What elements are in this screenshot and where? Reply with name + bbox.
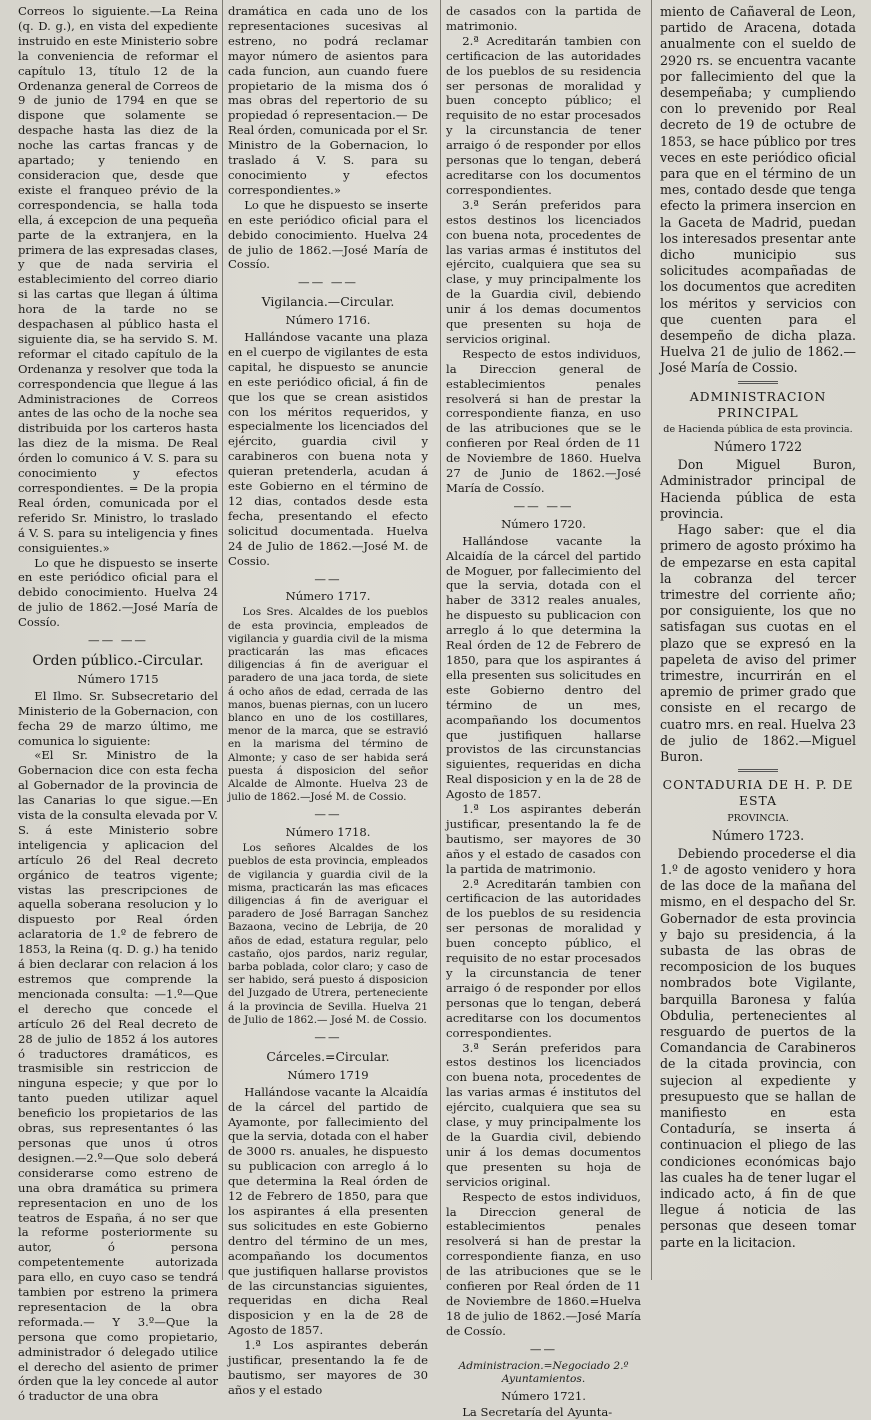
paragraph: Don Miguel Buron, Administrador principal de Hacienda pública de esta provincia. <box>660 457 856 521</box>
separator: —— <box>314 807 342 822</box>
section-heading: Orden público.-Circular. <box>32 652 204 669</box>
separator: —— <box>314 1030 342 1045</box>
section-heading: Cárceles.=Circular. <box>266 1048 390 1064</box>
paragraph: Hallándose vacante una plaza en el cuerpo de vigilantes de esta capital, he dispuesto se anuncie en este periódico oficial, á fin de que los que se crean asistidos con los méritos requeridos, y especialmente los licenciados del ejército, guardia civil y carabineros con buena nota y quieran pretenderla, acudan á este Gobierno en el término de 12 dias, contados desde esta fecha, presentando el efecto solicitud documentada. Huelva 24 de Julio de 1862.—José M. de Cossio. <box>228 330 428 568</box>
notice-number: Número 1721. <box>501 1388 586 1403</box>
section-heading: ADMINISTRACION PRINCIPAL <box>689 388 827 420</box>
section-heading: CONTADURIA DE H. P. DE ESTA <box>662 777 854 809</box>
separator: —— <box>314 571 342 586</box>
separator: —— —— <box>297 275 359 290</box>
section-heading: Vigilancia.—Circular. <box>261 294 395 310</box>
paragraph: 3.ª Serán preferidos para estos destinos los licenciados con buena nota, procedentes de las varias armas é institutos del ejército, cualquiera que sea su clase, y muy principalmente los de la Guardia civil, debiendo unir á los demas documentos que presenten su hoja de servicios original. <box>446 1040 641 1189</box>
column-4 <box>660 4 856 1274</box>
paragraph: Hallándose vacante la Alcaidía de la cárcel del partido de Moguer, por fallecimiento del que la servia, dotada con el haber de 3312 reales anuales, he dispuesto su publicacion con arreglo á lo que determina la Real órden de 12 de Febrero de 1850, para que los aspirantes á ella presenten sus solicitudes en este Gobierno dentro del término de un mes, acompañando los documentos que justifiquen hallarse provistos de las circunstancias siguientes, requeridas en dicha Real disposicion y en la de 28 de Agosto de 1857. <box>446 533 641 802</box>
column-divider <box>222 0 223 1280</box>
column-2 <box>228 4 428 1397</box>
paragraph: Los Sres. Alcaldes de los pueblos de esta provincia, empleados de vigilancia y guardia civil de la misma practicarán las mas eficaces diligencias á fin de averiguar el paradero de una jaca torda, de siete á ocho años de edad, cerrada de las manos, buenas piernas, con un lucero blanco en uno de los costillares, menor de la marca, que se estravió en la marisma del término de Almonte; y caso de ser habida será puesta á disposicion del señor Alcalde de Almonte. Huelva 23 de julio de 1862.—José M. de Cossio. <box>228 606 428 804</box>
section-heading <box>446 1360 641 1386</box>
column-divider <box>651 0 652 1280</box>
paragraph: Hallándose vacante la Alcaidía de la cárcel del partido de Ayamonte, por fallecimiento del que la servia, dotada con el haber de 3000 rs. anuales, he dispuesto su publicacion con arreglo á lo que determina la Real órden de 12 de Febrero de 1850, para que los aspirantes á ella presenten sus solicitudes en este Gobierno dentro del término de un mes, acompañando los documentos que justifiquen hallarse provistos de las circunstancias siguientes, requeridas en dicha Real disposicion y en la de 28 de Agosto de 1857. <box>228 1084 428 1338</box>
paragraph: Hago saber: que el dia primero de agosto próximo ha de empezarse en esta capital la cobranza del tercer trimestre del corriente año; por consiguiente, los que no satisfagan sus cuotas en el plazo que se expresó en la papeleta de aviso del primer trimestre, incurrirán en el apremio de primer grado que consiste en el recargo de cuatro mrs. en real. Huelva 23 de julio de 1862.—Miguel Buron. <box>660 522 856 764</box>
paragraph: miento de Cañaveral de Leon, partido de Aracena, dotada anualmente con el sueldo de 2920 rs. se encuentra vacante por fallecimiento del que la desempeñaba; y cumpliendo con lo prevenido por Real decreto de 19 de octubre de 1853, se hace público por tres veces en este periódico oficial para que en el término de un mes, contado desde que tenga efecto la primera insercion en la Gaceta de Madrid, puedan los interesados presentar ante dicho municipio sus solicitudes acompañadas de los documentos que acrediten los méritos y servicios con que cuenten para el desempeño de dicha plaza. Huelva 21 de julio de 1862.—José María de Cossio. <box>660 4 856 376</box>
paragraph: Los señores Alcaldes de los pueblos de esta provincia, empleados de vigilancia y guardia civil de la misma, practicarán las mas eficaces diligencias á fin de averiguar el paradero de José Barragan Sanchez Bazaona, vecino de Lebrija, de 20 años de edad, estatura regular, pelo castaño, ojos pardos, nariz regular, barba poblada, color claro; y caso de ser habido, será puesto á disposicion del Juzgado de Utrera, perteneciente á la provincia de Sevilla. Huelva 21 de Julio de 1862.— José M. de Cossio. <box>228 842 428 1026</box>
notice-number: Número 1720. <box>501 516 586 531</box>
notice-number: Número 1717. <box>285 589 371 604</box>
paragraph: dramática en cada uno de los representaciones sucesivas al estreno, no podrá reclamar mayor número de asientos para cada funcion, aun cuando fuere propietario de la misma dos ó mas obras del repertorio de su propiedad ó representacion.— De Real órden, comunicada por el Sr. Ministro de la Gobernacion, lo traslado á V. S. para su conocimiento y efectos correspondientes.» <box>228 4 428 197</box>
paragraph: El Ilmo. Sr. Subsecretario del Ministerio de la Gobernacion, con fecha 29 de marzo último, me comunica lo siguiente: <box>18 688 218 748</box>
column-1 <box>18 4 218 1404</box>
divider <box>738 769 778 772</box>
paragraph: Lo que he dispuesto se inserte en este periódico oficial para el debido conocimiento. Huelva 24 de julio de 1862.—José María de Cossío. <box>228 197 428 272</box>
divider <box>738 381 778 384</box>
notice-number: Número 1715 <box>77 671 159 686</box>
notice-number: Número 1719 <box>287 1067 369 1082</box>
paragraph: 1.ª Los aspirantes deberán justificar, presentando la fe de bautismo, ser mayores de 30 años y el estado de casados con la partida de matrimonio. <box>446 802 641 876</box>
section-subheading: PROVINCIA. <box>727 812 789 824</box>
notice-number: Número 1716. <box>285 313 371 328</box>
paragraph: Respecto de estos individuos, la Direccion general de establecimientos penales resolverá si han de prestar la correspondiente fianza, en uso de las atribuciones que se le confieren por Real órden de 11 de Noviembre de 1860.=Huelva 18 de julio de 1862.—José María de Cossío. <box>446 1189 641 1338</box>
paragraph: Respecto de estos individuos, la Direccion general de establecimientos penales resolverá si han de prestar la correspondiente fianza, en uso de las atribuciones que se le confieren por Real órden de 11 de Noviembre de 1860. Huelva 27 de Junio de 1862.—José María de Cossío. <box>446 346 641 495</box>
paragraph: Correos lo siguiente.—La Reina (q. D. g.), en vista del expediente instruido en este Ministerio sobre la conveniencia de reformar el capítulo 13, título 12 de la Ordenanza general de Correos de 9 de junio de 1794 en que se dispone que solamente se despache hasta las diez de la noche las cartas francas y de apartado; y teniendo en consideracion que, desde que existe el franqueo prévio de la correspondencia, se halla toda ella, á excepcion de una pequeña parte de la extranjera, en la primera de las expresadas clases, y que de nada serviria el establecimiento del correo diario si las cartas que llegan á última hora de la tarde no se despachasen al público hasta el siguiente dia, se ha servido S. M. reformar el citado capítulo de la Ordenanza y resolver que toda la correspondencia que llegue á las Administraciones de Correos antes de las ocho de la noche sea distribuida por los carteros hasta las diez de la misma. De Real órden lo comunico á V. S. para su conocimiento y efectos correspondientes. = De la propia Real órden, comunicada por el referido Sr. Ministro, lo traslado á V. S. para su inteligencia y fines consiguientes.» <box>18 4 218 555</box>
notice-number: Número 1722 <box>713 439 803 455</box>
paragraph: «El Sr. Ministro de la Gobernacion dice con esta fecha al Gobernador de la provincia de las Canarias lo que sigue.—En vista de la consulta elevada por V. S. á este Ministerio sobre inteligencia y aplicacion del artículo 26 del Real decreto orgánico de teatros vigente; vistas las prescripciones de aquella soberana resolucion y lo dispuesto por Real órden aclaratoria de 1.º de febrero de 1853, la Reina (q. D. g.) ha tenido á bien declarar con relacion á los estremos que comprende la mencionada consulta: —1.º—Que el derecho que concede el artículo 26 del Real decreto de 28 de julio de 1852 á los autores ó traductores dramáticos, es trasmisible sin restriccion de ninguna especie; y que por lo tanto pueden utilizar aquel beneficio los propietarios de las obras, sus representantes ó las personas que unos ú otros designen.—2.º—Que solo deberá considerarse como estreno de una obra dramática su primera representacion en uno de los teatros de España, á no ser que la reforme posteriormente su autor, ó persona competentemente autorizada para ello, en cuyo caso se tendrá tambien por estreno la primera representacion de la obra reformada.— Y 3.º—Que la persona que como propietario, administrador ó delegado utilice el derecho del asiento de primer órden que la ley concede al autor ó traductor de una obra <box>18 748 218 1404</box>
column-divider <box>440 0 441 1280</box>
separator: —— —— <box>513 498 574 513</box>
section-subheading: Ayuntamientos. <box>501 1372 586 1385</box>
paragraph: 3.ª Serán preferidos para estos destinos los licenciados con buena nota, procedentes de las varias armas é institutos del ejército, cualquiera que sea su clase, y muy principalmente los de la Guardia civil, debiendo unir á los demas documentos que presenten su hoja de servicios original. <box>446 197 641 346</box>
paragraph: de casados con la partida de matrimonio. <box>446 4 641 33</box>
column-3 <box>446 4 641 1420</box>
section-heading-text: Administracion.=Negociado 2.º <box>458 1359 629 1372</box>
notice-number: Número 1723. <box>711 827 805 843</box>
separator: —— <box>529 1341 558 1356</box>
paragraph: La Secretaría del Ayunta- <box>462 1405 613 1420</box>
section-subheading: de Hacienda pública de esta provincia. <box>663 424 853 436</box>
paragraph: 2.ª Acreditarán tambien con certificacion de las autoridades de los pueblos de su residencia ser personas de moralidad y buen concepto público, el requisito de no estar procesados y la circunstancia de tener arraigo ó de responder por ellos personas que lo tengan, deberá acreditarse con los documentos correspondientes. <box>446 876 641 1040</box>
notice-number: Número 1718. <box>285 825 371 840</box>
separator: —— —— <box>87 633 149 648</box>
paragraph: Lo que he dispuesto se inserte en este periódico oficial para el debido conocimiento. Huelva 24 de julio de 1862.—José María de Cossío. <box>18 555 218 630</box>
paragraph: Debiendo procederse el dia 1.º de agosto venidero y hora de las doce de la mañana del mismo, en el despacho del Sr. Gobernador de esta provincia y bajo su presidencia, á la subasta de las obras de recomposicion de los buques nombrados bote Vigilante, barquilla Baronesa y falúa Obdulia, pertenecientes al resguardo de puertos de la Comandancia de Carabineros de la citada provincia, con sujecion al expediente y presupuesto que se hallan de manifiesto en esta Contaduría, se inserta á continuacion el pliego de las condiciones económicas bajo las cuales ha de tener lugar el indicado acto, á fin de que llegue á noticia de las personas que deseen tomar parte en la licitacion. <box>660 845 856 1250</box>
paragraph: 1.ª Los aspirantes deberán justificar, presentando la fe de bautismo, ser mayores de 30 años y el estado <box>228 1338 428 1397</box>
paragraph: 2.ª Acreditarán tambien con certificacion de las autoridades de los pueblos de su residencia ser personas de moralidad y buen concepto público; el requisito de no estar procesados y la circunstancia de tener arraigo ó de responder por ellos personas que lo tengan, deberá acreditarse con los documentos correspondientes. <box>446 33 641 197</box>
